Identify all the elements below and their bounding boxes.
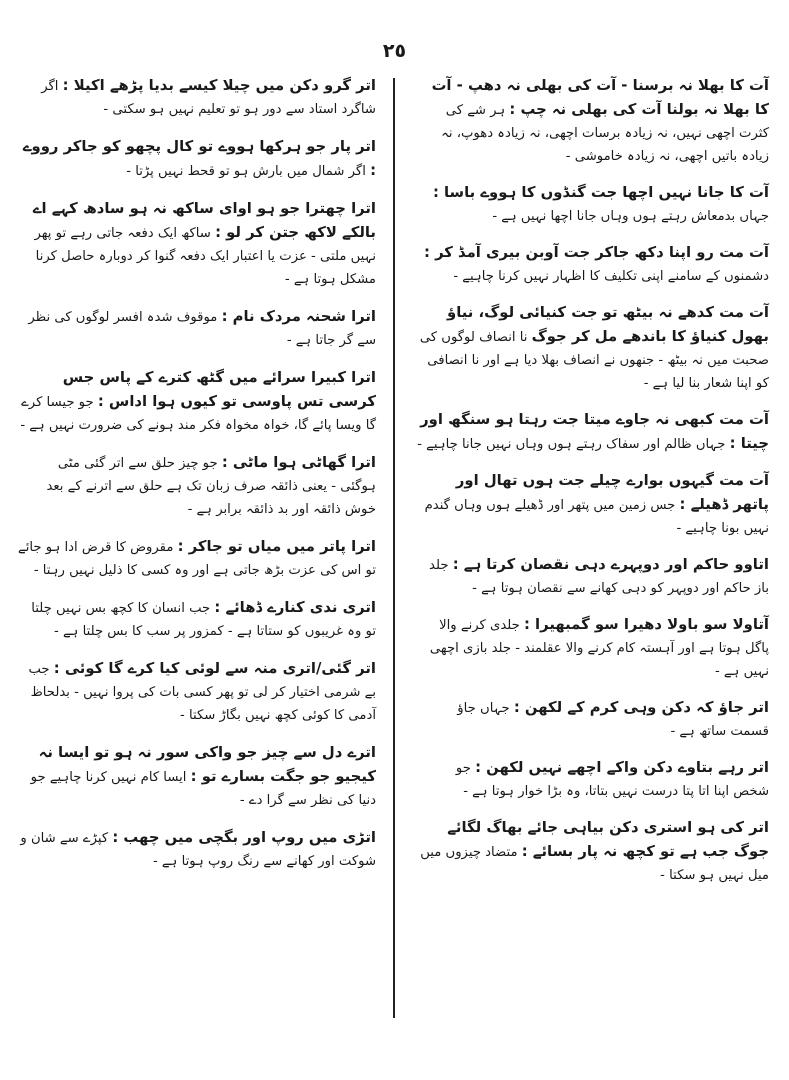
proverb-entry [18,657,376,727]
proverb-entry [417,181,769,228]
proverb-term: اترے دل سے چیز جو واکی سور نہ ہو تو ایسا نہ کیجیو جو جگت بسارے تو : [38,744,376,785]
proverb-entry [18,366,376,437]
proverb-definition: اگر شاگرد استاد سے دور ہو تو تعلیم نہیں ہو سکتی - [41,79,376,117]
proverb-definition: جو شخص اپنا اتا پتا درست نہیں بتاتا، وہ بڑا خوار ہوتا ہے - [455,761,769,799]
proverb-entry [417,469,769,540]
proverb-definition: موقوف شدہ افسر لوگوں کی نظر سے گر جاتا ہے - [28,310,376,348]
proverb-entry [18,74,376,121]
proverb-term: اترا گھاٹی ہوا ماٹی : [221,454,376,471]
proverb-entry [417,408,769,456]
proverb-definition: جب انسان کا کچھ بس نہیں چلتا تو وہ غریبوں کو ستاتا ہے - کمزور پر سب کا بس چلتا ہے - [31,601,376,639]
proverb-term: آت مت کبھی نہ جاوے میتا جت رہتا ہو سنگھ اور چیتا : [420,411,769,452]
proverb-definition: نا انصاف لوگوں کی صحبت میں نہ بیٹھ - جنھوں نے انصاف بھلا دیا ہے اور نا انصافی کو اپنا شعار بنا لیا ہے - [419,330,769,391]
proverb-definition: کپڑے سے شان و شوکت اور کھانے سے رنگ روپ ہوتا ہے - [20,831,376,869]
proverb-term: اتر پار جو ہرکھا ہووے تو کال پچھو کو جاکر رووے : [22,138,376,179]
proverb-definition: متضاد چیزوں میں میل نہیں ہو سکتا - [420,845,769,883]
proverb-definition: ایسا کام نہیں کرنا چاہیے جو دنیا کی نظر سے گرا دے - [30,770,376,808]
proverb-entry [18,451,376,521]
proverb-entry [18,135,376,183]
proverb-term: اتر جاؤ کہ دکن وہی کرم کے لکھن : [513,699,769,716]
proverb-term: اترا چھترا جو ہو اوای ساکھ نہ ہو سادھ کہے اے بالکے لاکھ جتن کر لو : [32,200,376,241]
proverb-definition: جہاں ظالم اور سفاک رہتے ہوں وہاں نہیں جانا چاہیے - [417,437,726,452]
proverb-term: آت کا جانا نہیں اچھا جت گنڈوں کا ہووے باسا : [432,184,769,201]
proverb-term: اترا شحنہ مردک نام : [221,308,376,325]
proverb-entry [417,241,769,288]
left-column [18,74,376,873]
proverb-entry [417,301,769,395]
proverb-term: اتر گرو دکن میں چیلا کیسے بدیا پڑھے اکیلا : [62,77,376,94]
proverb-definition: اگر شمال میں بارش ہو تو قحط نہیں پڑتا - [126,164,366,179]
proverb-term: اتاوو حاکم اور دوپہرے دہی نقصان کرتا ہے : [452,556,769,573]
proverb-term: آت مت رو اپنا دکھ جاکر جت آوبن بیری آمڈ کر : [424,244,769,261]
proverb-term: آت مت گیہوں بوارے چیلے جت ہوں تھال اور پاتھر ڈھیلے : [455,472,769,513]
proverb-entry [417,816,769,887]
proverb-term: اتر رہے بتاوے دکن واکے اچھے نہیں لکھن : [475,759,769,776]
proverb-entry [417,696,769,743]
proverb-definition: جلدی کرنے والا پاگل ہوتا ہے اور آہستہ کام کرنے والا عقلمند - جلد بازی اچھی نہیں ہے - [429,618,769,679]
proverb-term: اتڑی میں روپ اور بگچی میں چھب : [112,829,376,846]
proverb-definition: مقروض کا قرض ادا ہو جائے تو اس کی عزت بڑھ جاتی ہے اور وہ کسی کا ذلیل نہیں رہتا - [18,540,376,578]
proverb-term: آتاولا سو باولا دھیرا سو گمبھیرا : [523,616,769,633]
proverb-entry [18,596,376,643]
proverb-term: اترا پاتر میں میاں تو جاکر : [177,538,376,555]
proverb-entry [18,305,376,352]
proverb-definition: جہاں جاؤ قسمت ساتھ ہے - [457,701,769,739]
proverb-definition: جہاں بدمعاش رہتے ہوں وہاں جانا اچھا نہیں ہے - [492,209,769,224]
proverb-entry [18,741,376,812]
proverb-entry [417,553,769,600]
proverb-entry [18,535,376,582]
proverb-definition: جلد باز حاکم اور دوپہر کو دہی کھانے سے نقصان ہوتا ہے - [429,558,769,596]
proverb-definition: جو چیز حلق سے اتر گئی مٹی ہوگئی - یعنی ذائقہ صرف زبان تک ہے حلق سے اترنے کے بعد خوش ذائقہ اور بد ذائقہ برابر ہے - [46,456,376,517]
proverb-definition: جس زمین میں پتھر اور ڈھیلے ہوں وہاں گندم نہیں بونا چاہیے - [424,498,769,536]
proverb-term: اتر کی ہو استری دکن بیاہی جائے بھاگ لگائے جوگ جب ہے تو کچھ نہ پار بسائے : [447,819,769,860]
proverb-entry [417,74,769,168]
proverb-term: اتری ندی کنارے ڈھائے : [214,599,376,616]
proverb-definition: ہر شے کی کثرت اچھی نہیں، نہ زیادہ برسات اچھی، نہ زیادہ دھوپ، نہ زیادہ باتیں اچھی، نہ زیادہ خاموشی - [441,103,769,164]
proverb-term: اتر گئی/اتری منہ سے لوئی کیا کرے گا کوئی : [53,660,376,677]
page-number: ٢٥ [382,40,407,62]
proverb-term: اترا کبیرا سرائے میں گٹھ کترے کے پاس جس کرسی تس پاوسی تو کیوں ہوا اداس : [62,369,376,410]
proverb-definition: جو جیسا کرے گا ویسا پائے گا، خواہ مخواہ فکر مند ہونے کی ضرورت نہیں ہے - [20,395,376,433]
column-divider [393,78,395,1018]
proverb-definition: دشمنوں کے سامنے اپنی تکلیف کا اظہار نہیں کرنا چاہیے - [453,269,769,284]
right-column [417,74,769,887]
proverb-term: آت مت کدھے نہ بیٹھ تو جت کنیائی لوگ، نیاؤ بھول کنیاؤ کا باندھے مل کر جوگ [447,304,769,345]
proverb-entry [417,756,769,803]
proverb-entry [18,826,376,873]
proverb-entry [18,197,376,291]
proverb-term: آت کا بھلا نہ برسنا - آت کی بھلی نہ دھپ - آت کا بھلا نہ بولنا آت کی بھلی نہ چپ : [431,77,769,118]
proverb-entry [417,613,769,683]
proverb-definition: ساکھ ایک دفعہ جاتی رہے تو پھر نہیں ملتی - عزت یا اعتبار ایک دفعہ گنوا کر دوبارہ حاصل کرنا مشکل ہوتا ہے - [34,226,376,287]
proverb-definition: جب بے شرمی اختیار کر لی تو پھر کسی بات کی پروا نہیں - بدلحاظ آدمی کا کوئی کچھ نہیں بگاڑ سکتا - [28,662,376,723]
